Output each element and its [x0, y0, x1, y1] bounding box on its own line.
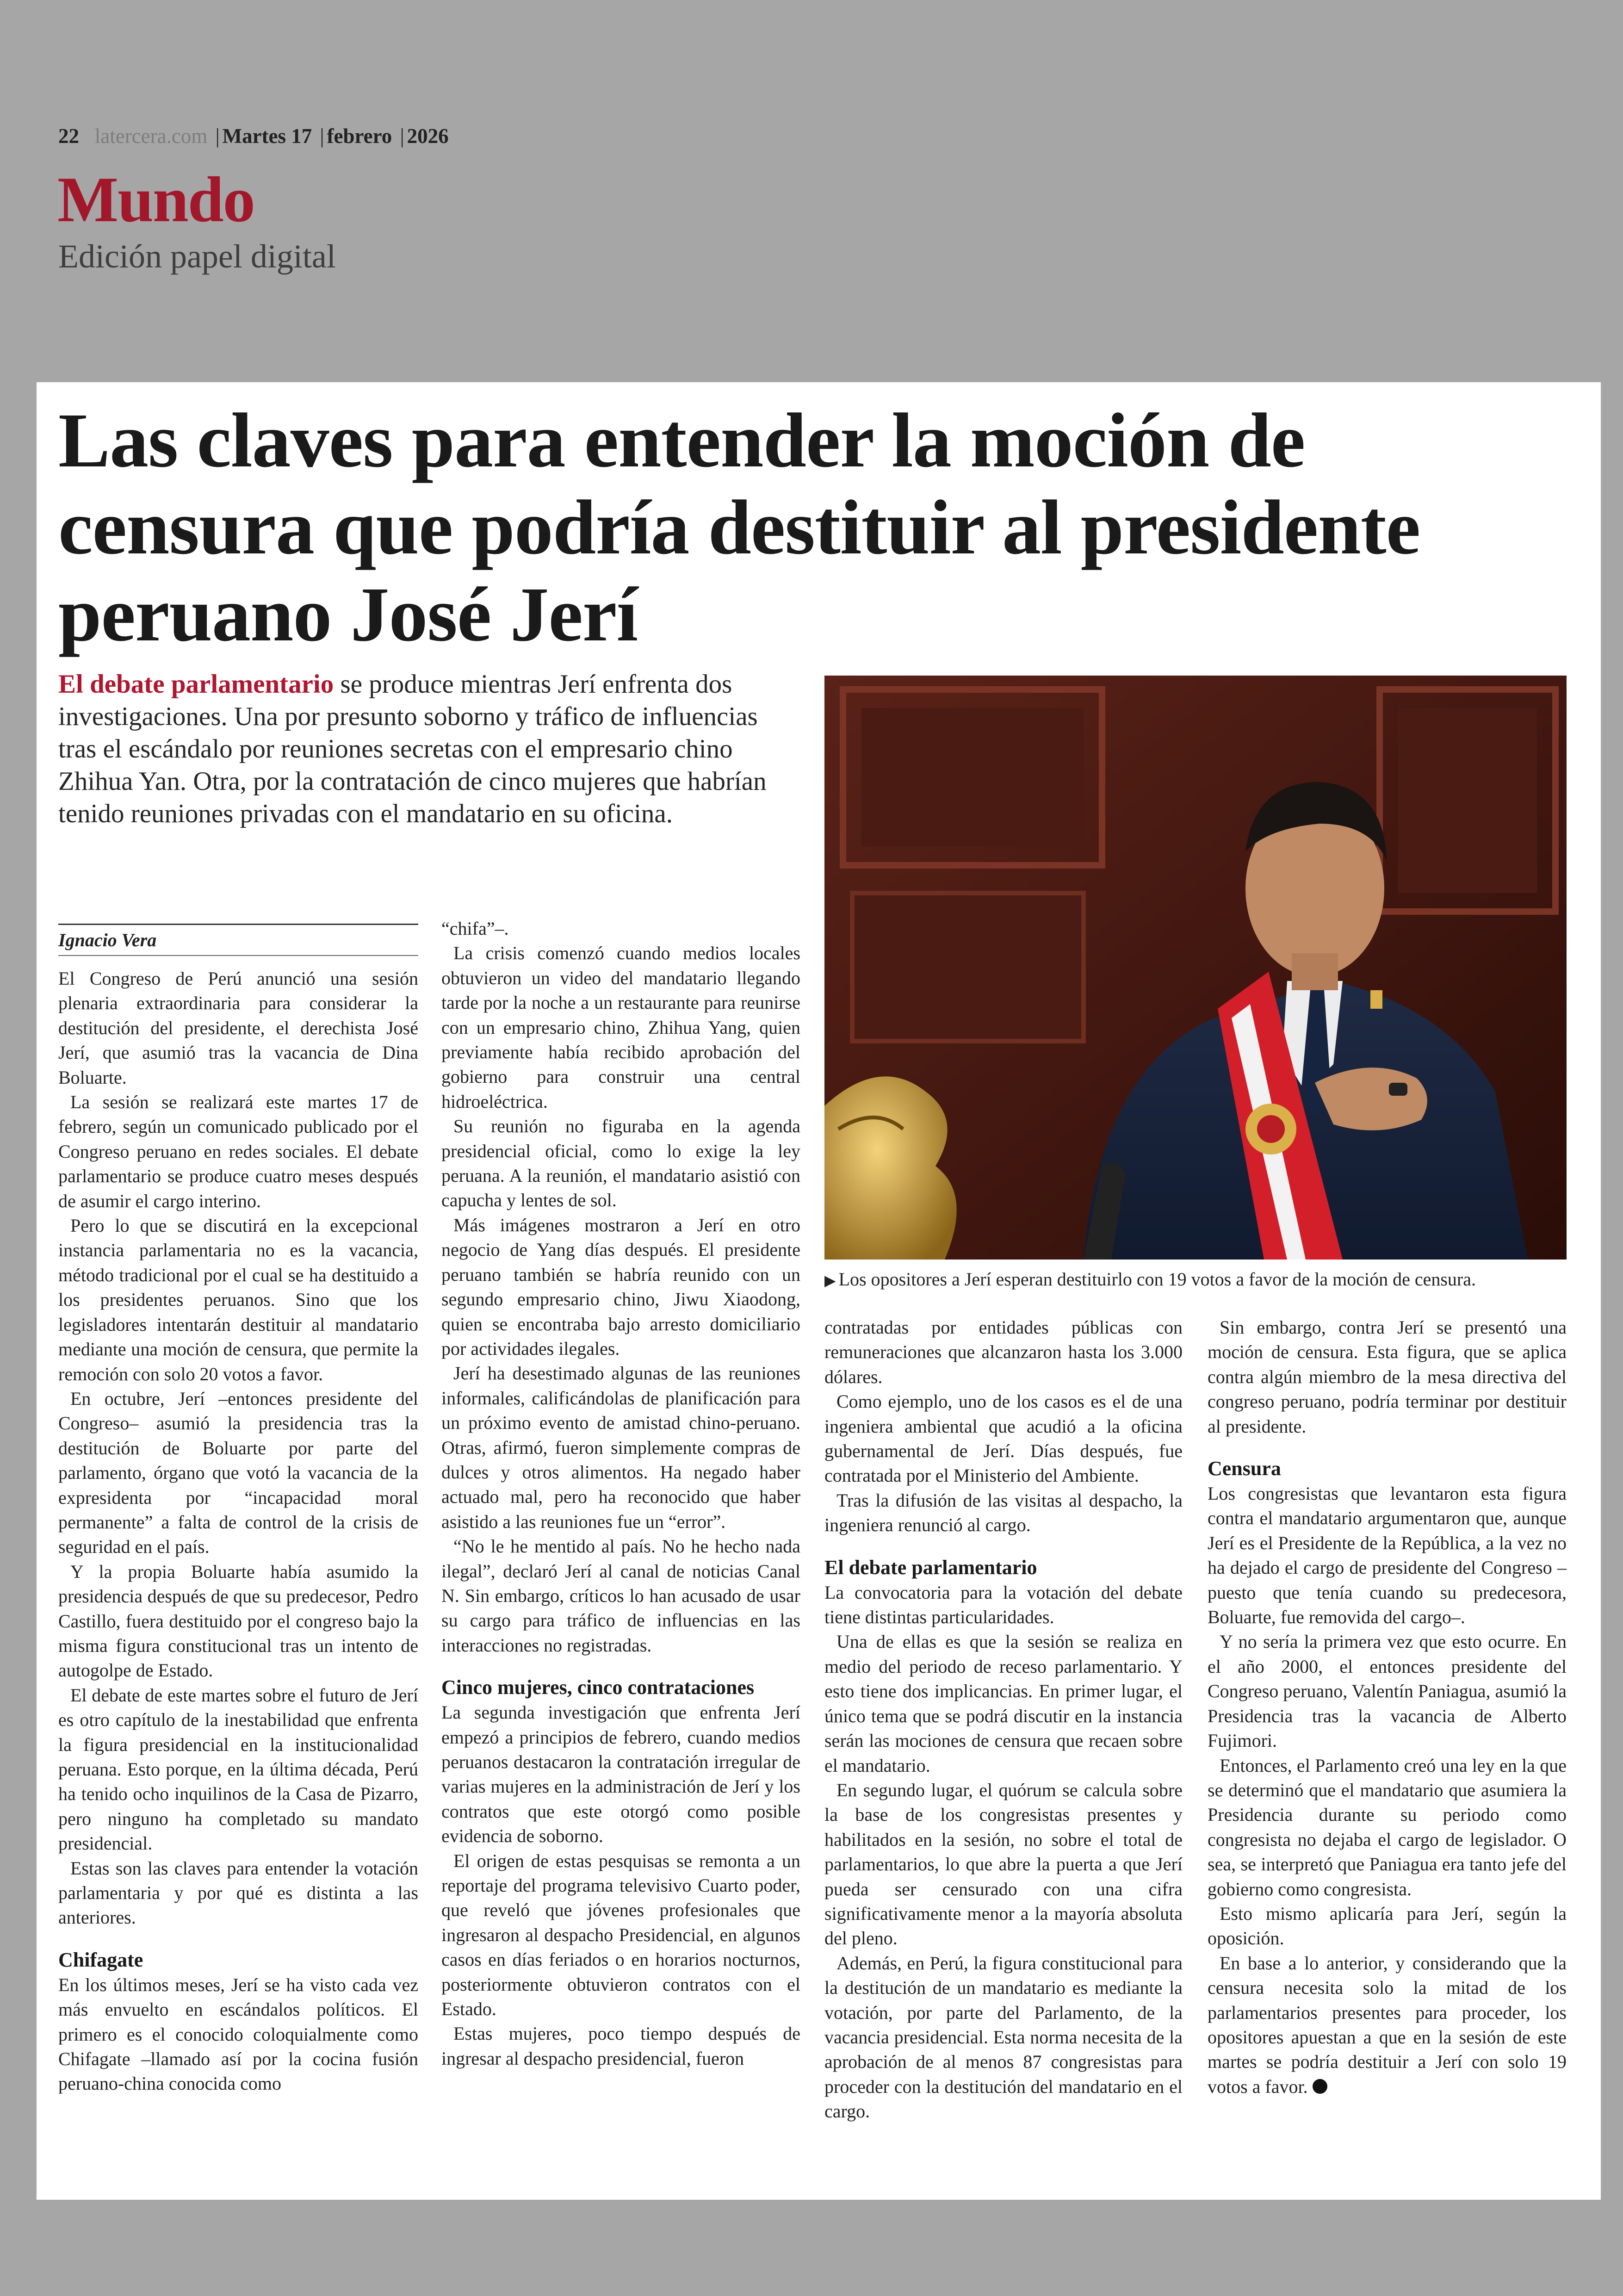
end-mark-icon	[1313, 2079, 1327, 2094]
paragraph: En los últimos meses, Jerí se ha visto cada vez más envuelto en escándalos políticos. El primero es el conocido coloquialmente como Chifagate –llamado así por la cocina fusión peruano-china conocida como	[58, 1974, 418, 2094]
paragraph: Una de ellas es que la sesión se realiza en medio del periodo de receso parlamentario. Y esto tiene dos implicancias. En primer lugar, el único tema que se podrá discutir en la instancia serán las mociones de censura que recaen sobre el mandatario.	[824, 1631, 1183, 1776]
paragraph: Pero lo que se discutirá en la excepcional instancia parlamentaria no es la vacancia, método tradicional por el cual se ha destituido a los presidentes peruanos. Sino que los legisladores intentarán destituir al mandatario mediante una moción de censura, que permite la remoción con solo 20 votos a favor.	[58, 1215, 418, 1384]
paragraph: Esto mismo aplicaría para Jerí, según la oposición.	[1208, 1903, 1567, 1949]
paragraph: Tras la difusión de las visitas al despacho, la ingeniera renunció al cargo.	[824, 1489, 1183, 1536]
caption-triangle-icon: ▶	[824, 1272, 836, 1289]
section-title: Mundo	[57, 164, 254, 236]
edition-label: Edición papel digital	[58, 238, 336, 275]
paragraph: Su reunión no figuraba en la agenda presidencial oficial, como lo exige la ley peruana. A la reunión, el mandatario asistió con capucha y lentes de sol.	[441, 1116, 800, 1211]
paragraph: El Congreso de Perú anunció una sesión plenaria extraordinaria para considerar la destitución del presidente, el derechista José Jerí, que asumió tras la vacancia de Dina Boluarte.	[58, 968, 418, 1088]
byline-rule-bottom	[58, 955, 418, 956]
photo-caption	[824, 1268, 1567, 1292]
paragraph: El debate de este martes sobre el futuro de Jerí es otro capítulo de la inestabilidad que enfrenta la figura presidencial en la institucionalidad peruana. Esto porque, en la última década, Perú ha tenido ocho inquilinos de la Casa de Pizarro, pero ninguno ha completado su mandato presidencial.	[58, 1684, 418, 1854]
site-name[interactable]: latercera.com	[94, 124, 208, 148]
paragraph: En segundo lugar, el quórum se calcula sobre la base de los congresistas presentes y habilitados en la sesión, no sobre el total de parlamentarios, lo que abre la puerta a que Jerí pueda ser censurado con una cifra significativamente menor a la mayoría absoluta del pleno.	[824, 1779, 1183, 1949]
subhead-censura: Censura	[1208, 1457, 1281, 1480]
paragraph: Y la propia Boluarte había asumido la presidencia después de que su predecesor, Pedro Castillo, fuera destituido por el congreso bajo la misma figura constitucional tras un intento de autogolpe de Estado.	[58, 1561, 418, 1681]
final-paragraph	[1208, 1951, 1567, 2099]
column-1	[58, 966, 418, 2096]
paragraph: “chifa”–.	[441, 918, 509, 939]
deck	[58, 668, 780, 830]
paragraph: “No le he mentido al país. No he hecho nada ilegal”, declaró Jerí al canal de noticias Canal N. Sin embargo, críticos lo han acusado de usar su cargo para tráfico de influencias en las interacciones no registradas.	[441, 1536, 800, 1656]
column-3	[824, 1315, 1183, 2124]
paragraph: Entonces, el Parlamento creó una ley en la que se determinó que el mandatario que asumiera la Presidencia durante su periodo como congresista no dejaba el cargo de legislador. O sea, se interpretó que Paniagua era tanto jefe del gobierno como congresista.	[1208, 1755, 1567, 1899]
column-4	[1208, 1315, 1567, 2099]
column-2	[441, 916, 800, 2071]
deck-text: se produce mientras Jerí enfrenta dos investigaciones. Una por presunto soborno y tráfico de influencias tras el escándalo por reuniones secretas con el empresario chino Zhihua Yan. Otra, por la contratación de cinco mujeres que habrían tenido reuniones privadas con el mandatario en su oficina.	[58, 670, 767, 828]
paragraph: contratadas por entidades públicas con remuneraciones que alcanzaron hasta los 3.000 dólares.	[824, 1317, 1183, 1387]
deck-lead: El debate parlamentario	[58, 670, 334, 699]
paragraph: La segunda investigación que enfrenta Jerí empezó a principios de febrero, cuando medios peruanos destacaron la contratación irregular de varias mujeres en la administración de Jerí y los contratos que este otorgó como posible evidencia de soborno.	[441, 1702, 800, 1847]
subhead-cinco-mujeres: Cinco mujeres, cinco contrataciones	[441, 1676, 755, 1699]
paragraph: Sin embargo, contra Jerí se presentó una moción de censura. Esta figura, que se aplica contra algún miembro de la mesa directiva del congreso peruano, podría terminar por destituir al presidente.	[1208, 1317, 1567, 1437]
paragraph: Estas mujeres, poco tiempo después de ingresar al despacho presidencial, fueron	[441, 2023, 800, 2069]
subhead-chifagate: Chifagate	[58, 1948, 143, 1971]
headline: Las claves para entender la moción de censura que podría destituir al presidente peruano José Jerí	[58, 397, 1420, 658]
president-image	[824, 676, 1567, 1260]
paragraph: Además, en Perú, la figura constitucional para la destitución de un mandatario es mediante la votación, por parte del Parlamento, de la vacancia presidencial. Esta norma necesita de la aprobación de al menos 87 congresistas para proceder con la destitución del mandatario en el cargo.	[824, 1952, 1183, 2122]
paragraph: El origen de estas pesquisas se remonta a un reportaje del programa televisivo Cuarto poder, que reveló que jóvenes profesionales que ingresaron al despacho Presidencial, en algunos casos en días feriados o en horarios nocturnos, posteriormente obtuvieron contratos con el Estado.	[441, 1850, 800, 2020]
caption-text: Los opositores a Jerí esperan destituirlo con 19 votos a favor de la moción de censura.	[838, 1269, 1476, 1290]
paragraph: La sesión se realizará este martes 17 de febrero, según un comunicado publicado por el Congreso peruano en redes sociales. El debate parlamentario se produce cuatro meses después de asumir el cargo interino.	[58, 1092, 418, 1211]
paragraph: En octubre, Jerí –entonces presidente del Congreso– asumió la presidencia tras la destitución de Boluarte por parte del parlamento, órgano que votó la vacancia de la expresidenta por “incapacidad moral permanente” a falta de control de la crisis de seguridad en el país.	[58, 1388, 418, 1558]
final-paragraph-text: En base a lo anterior, y considerando que la censura necesita solo la mitad de los parlamentarios presentes para proceder, los opositores apuestan a que en la sesión de este martes se podría destituir a Jerí con solo 19 votos a favor.	[1208, 1952, 1567, 2097]
date-year: 2026	[407, 124, 449, 148]
date-month: febrero	[327, 124, 392, 148]
byline-rule-top	[58, 924, 418, 925]
date-weekday: Martes 17	[222, 124, 312, 148]
paragraph: Y no sería la primera vez que esto ocurre. En el año 2000, el entonces presidente del Congreso peruano, Valentín Paniagua, asumió la Presidencia tras la vacancia de Alberto Fujimori.	[1208, 1631, 1567, 1751]
paragraph: La crisis comenzó cuando medios locales obtuvieron un video del mandatario llegando tarde por la noche a un restaurante para reunirse con un empresario chino, Zhihua Yang, quien previamente había recibido aprobación del gobierno para construir una central hidroeléctrica.	[441, 943, 800, 1112]
paragraph: Como ejemplo, uno de los casos es el de una ingeniera ambiental que acudió a la oficina gubernamental de Jerí. Días después, fue contratada por el Ministerio del Ambiente.	[824, 1391, 1183, 1486]
paragraph: Más imágenes mostraron a Jerí en otro negocio de Yang días después. El presidente peruano también se habría reunido con un segundo empresario chino, Jiwu Xiaodong, quien se encontraba bajo arresto domiciliario por actividades ilegales.	[441, 1214, 800, 1359]
byline: Ignacio Vera	[58, 930, 157, 950]
paragraph: La convocatoria para la votación del debate tiene distintas particularidades.	[824, 1582, 1183, 1628]
paragraph: Estas son las claves para entender la votación parlamentaria y por qué es distinta a las anteriores.	[58, 1857, 418, 1928]
paragraph: Los congresistas que levantaron esta figura contra el mandatario argumentaron que, aunque Jerí es el Presidente de la República, a la vez no ha dejado el cargo de presidente del Congreso –puesto que tenía cuando su predecesora, Boluarte, fue removida del cargo–.	[1208, 1483, 1567, 1628]
paragraph: Jerí ha desestimado algunas de las reuniones informales, calificándolas de planificación para un próximo evento de amistad chino-peruano. Otras, afirmó, fueron simplemente compras de dulces y otros alimentos. Ha negado haber actuado mal, pero ha reconocido que haber asistido a las reuniones fue un “error”.	[441, 1363, 800, 1532]
page-number: 22	[58, 124, 79, 148]
subhead-debate: El debate parlamentario	[824, 1556, 1037, 1579]
president-photo	[824, 676, 1567, 1260]
page-header: 22 latercera.com | Martes 17 | febrero | 2026	[58, 124, 449, 148]
